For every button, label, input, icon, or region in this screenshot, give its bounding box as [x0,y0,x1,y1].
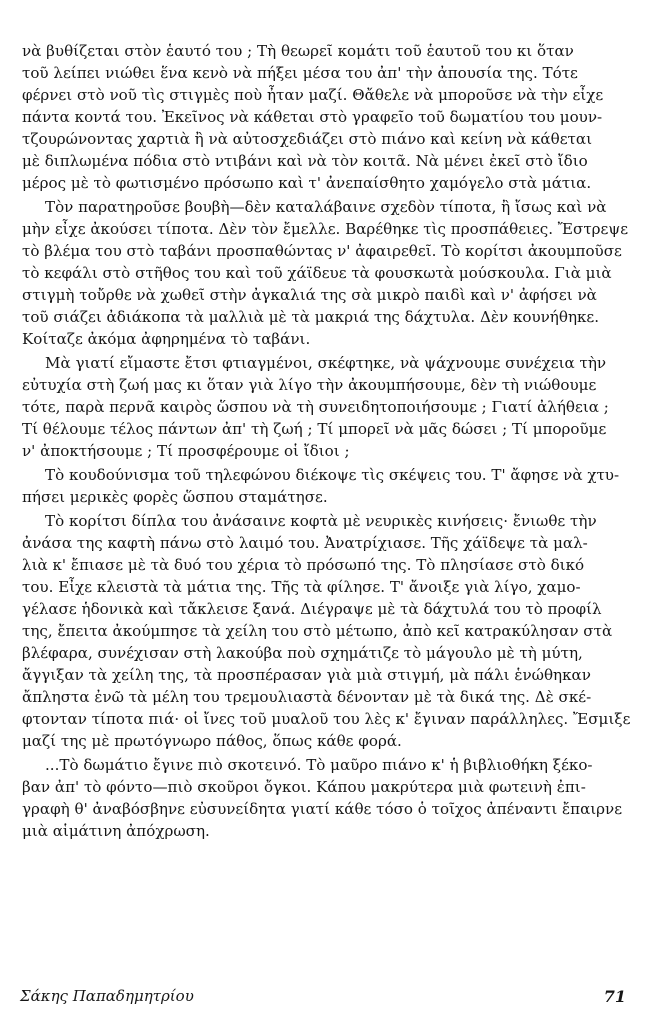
text-line: Τί θέλουμε τέλος πάντων ἀπ' τὴ ζωή ; Τί μπορεῖ νὰ μᾶς δώσει ; Τί μποροῦμε [22,420,607,438]
body-text [22,40,652,842]
text-line: γραφὴ θ' ἀναβόσβηνε εὐσυνείδητα γιατί κάθε τόσο ὁ τοῖχος ἀπέναντι ἔπαιρνε [22,800,623,818]
text-line: γέλασε ἡδονικὰ καὶ τἄκλεισε ξανά. Διέγραψε μὲ τὰ δάχτυλά του τὸ προφίλ [22,600,602,618]
text-line: Μὰ γιατί εἴμαστε ἔτσι φτιαγμένοι, σκέφτηκε, νὰ ψάχνουμε συνέχεια τὴν [45,354,607,372]
text-line: Κοίταζε ἀκόμα ἀφηρημένα τὸ ταβάνι. [22,330,311,348]
paragraph-5 [22,510,652,752]
text-line: εὐτυχία στὴ ζωή μας κι ὅταν γιὰ λίγο τὴν ἀκουμπήσουμε, δὲν τὴ νιώθουμε [22,376,597,394]
text-line: τὸ βλέμα του στὸ ταβάνι προσπαθώντας ν' ἀφαιρεθεῖ. Τὸ κορίτσι ἀκουμποῦσε [22,242,622,260]
paragraph-1 [22,40,652,194]
text-line: ...Τὸ δωμάτιο ἔγινε πιὸ σκοτεινό. Τὸ μαῦρο πιάνο κ' ἡ βιβλιοθήκη ξέκο- [45,756,593,774]
footer-author: Σάκης Παπαδημητρίου [20,987,194,1005]
paragraph-3 [22,352,652,462]
text-line: τοῦ σιάζει ἀδιάκοπα τὰ μαλλιὰ μὲ τὰ μακριά της δάχτυλα. Δὲν κουνήθηκε. [22,308,600,326]
text-line: τὸ κεφάλι στὸ στῆθος του καὶ τοῦ χάϊδευε τὰ φουσκωτὰ μούσκουλα. Γιὰ μιὰ [22,264,612,282]
paragraph-4 [22,464,652,508]
page-number: 71 [603,987,626,1006]
text-line: στιγμὴ τοὔρθε νὰ χωθεῖ στὴν ἀγκαλιά της σὰ μικρὸ παιδὶ καὶ ν' ἀφήσει νὰ [22,286,597,304]
text-line: ν' ἀποκτήσουμε ; Τί προσφέρουμε οἱ ἴδιοι ; [22,442,350,460]
text-line: βαν ἀπ' τὸ φόντο—πιὸ σκοῦροι ὄγκοι. Κάπου μακρύτερα μιὰ φωτεινὴ ἐπι- [22,778,586,796]
text-line: τζουρώνοντας χαρτιὰ ἢ νὰ αὐτοσχεδιάζει στὸ πιάνο καὶ κείνη νὰ κάθεται [22,130,592,148]
text-line: ἄγγιξαν τὰ χείλη της, τὰ προσπέρασαν γιὰ μιὰ στιγμή, μὰ πάλι ἑνώθηκαν [22,666,591,684]
paragraph-6 [22,754,652,842]
text-line: Τὸν παρατηροῦσε βουβὴ—δὲν καταλάβαινε σχεδὸν τίποτα, ἢ ἴσως καὶ νὰ [45,198,607,216]
text-line: μιὰ αἱμάτινη ἀπόχρωση. [22,822,210,840]
text-line: της, ἔπειτα ἀκούμπησε τὰ χείλη του στὸ μέτωπο, ἀπὸ κεῖ κατρακύλησαν στὰ [22,622,613,640]
text-line: τότε, παρὰ περνᾶ καιρὸς ὥσπου νὰ τὴ συνειδητοποιήσουμε ; Γιατί ἀλήθεια ; [22,398,609,416]
text-line: φτονταν τίποτα πιά· οἱ ἴνες τοῦ μυαλοῦ του λὲς κ' ἔγιναν παράλληλες. Ἔσμιξε [22,710,631,728]
text-line: ἀνάσα της καφτὴ πάνω στὸ λαιμό του. Ἀνατρίχιασε. Τῆς χάϊδεψε τὰ μαλ- [22,534,588,552]
paragraph-2 [22,196,652,350]
text-line: λιὰ κ' ἔπιασε μὲ τὰ δυό του χέρια τὸ πρόσωπό της. Τὸ πλησίασε στὸ δικό [22,556,585,574]
text-line: Τὸ κουδούνισμα τοῦ τηλεφώνου διέκοψε τὶς σκέψεις του. Τ' ἄφησε νὰ χτυ- [45,466,620,484]
text-line: ἄπληστα ἐνῶ τὰ μέλη του τρεμουλιαστὰ δένονταν μὲ τὰ δικά της. Δὲ σκέ- [22,688,592,706]
text-line: πάντα κοντά του. Ἐκεῖνος νὰ κάθεται στὸ γραφεῖο τοῦ δωματίου του μουν- [22,108,603,126]
text-line: τοῦ λείπει νιώθει ἕνα κενὸ νὰ πήξει μέσα του ἀπ' τὴν ἀπουσία της. Τότε [22,64,578,82]
text-line: μὴν εἶχε ἀκούσει τίποτα. Δὲν τὸν ἔμελλε. Βαρέθηκε τὶς προσπάθειες. Ἔστρεψε [22,220,629,238]
text-line: Τὸ κορίτσι δίπλα του ἀνάσαινε κοφτὰ μὲ νευρικὲς κινήσεις· ἔνιωθε τὴν [45,512,597,530]
text-line: μέρος μὲ τὸ φωτισμένο πρόσωπο καὶ τ' ἀνεπαίσθητο χαμόγελο στὰ μάτια. [22,174,592,192]
text-line: βλέφαρα, συνέχισαν στὴ λακούβα ποὺ σχημάτιζε τὸ μάγουλο μὲ τὴ μύτη, [22,644,583,662]
text-line: μαζί της μὲ πρωτόγνωρο πάθος, ὅπως κάθε φορά. [22,732,402,750]
text-line: μὲ διπλωμένα πόδια στὸ ντιβάνι καὶ νὰ τὸν κοιτᾶ. Νὰ μένει ἐκεῖ στὸ ἴδιο [22,152,588,170]
text-line: φέρνει στὸ νοῦ τὶς στιγμὲς ποὺ ἦταν μαζί. Θἄθελε νὰ μποροῦσε νὰ τὴν εἶχε [22,86,604,104]
text-line: πήσει μερικὲς φορὲς ὥσπου σταμάτησε. [22,488,328,506]
text-line: του. Εἶχε κλειστὰ τὰ μάτια της. Τῆς τὰ φίλησε. Τ' ἄνοιξε γιὰ λίγο, χαμο- [22,578,581,596]
text-line: νὰ βυθίζεται στὸν ἑαυτό του ; Τὴ θεωρεῖ κομάτι τοῦ ἑαυτοῦ του κι ὅταν [22,42,574,60]
